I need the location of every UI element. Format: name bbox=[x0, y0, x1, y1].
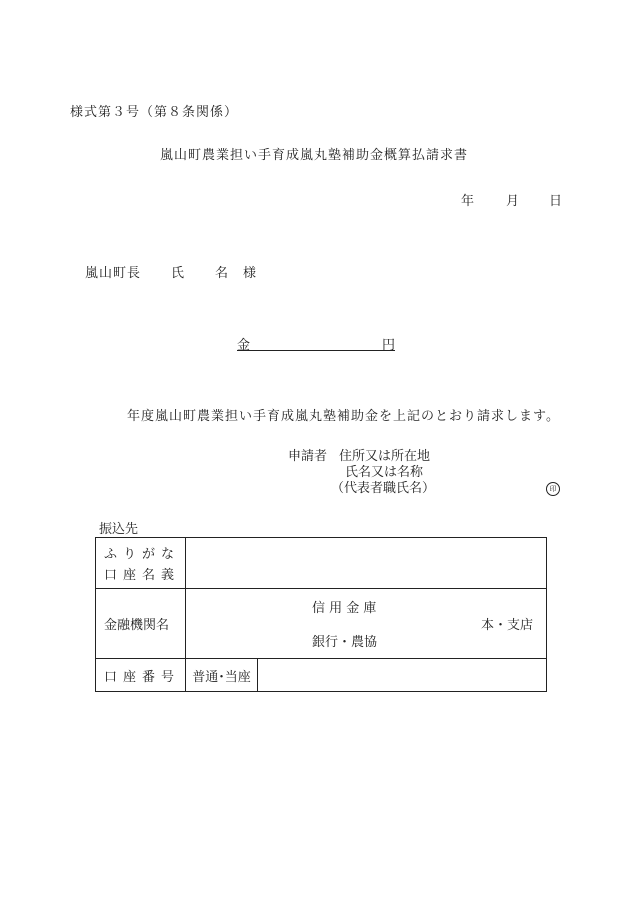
applicant-block bbox=[288, 449, 435, 497]
amount-suffix: 円 bbox=[381, 338, 395, 353]
bank-branch: 本・支店 bbox=[481, 618, 534, 633]
account-number-label: 口座番号 bbox=[96, 659, 186, 692]
seal-mark: 印 bbox=[546, 482, 560, 496]
bank-name-label: 金融機関名 bbox=[96, 589, 186, 659]
account-name-label: 口座名義 bbox=[104, 568, 181, 583]
bank-type-shinyo: 信 用 金 庫 bbox=[312, 601, 377, 616]
applicant-name: 氏名又は名称 bbox=[345, 465, 424, 480]
amount-prefix: 金 bbox=[237, 338, 251, 353]
document-title: 嵐山町農業担い手育成嵐丸塾補助金概算払請求書 bbox=[160, 148, 469, 163]
applicant-address: 住所又は所在地 bbox=[339, 449, 431, 464]
addressee-office: 嵐山町長 bbox=[85, 266, 142, 281]
bank-transfer-table bbox=[95, 537, 547, 692]
furigana-row bbox=[96, 538, 547, 589]
bank-type-ginko: 銀行・農協 bbox=[312, 635, 378, 650]
request-statement: 年度嵐山町農業担い手育成嵐丸塾補助金を上記のとおり請求します。 bbox=[127, 409, 560, 424]
addressee-name-1: 氏 bbox=[171, 266, 186, 281]
date-month: 月 bbox=[506, 194, 520, 209]
addressee-name-2: 名 bbox=[215, 266, 230, 281]
transfer-label: 振込先 bbox=[99, 522, 139, 537]
form-number: 様式第３号（第８条関係） bbox=[70, 105, 239, 120]
account-number-input[interactable] bbox=[258, 659, 547, 692]
date-year: 年 bbox=[461, 194, 475, 209]
bank-name-input[interactable] bbox=[186, 589, 547, 659]
account-holder-label bbox=[96, 538, 186, 589]
account-type-selector[interactable]: 普通･当座 bbox=[186, 659, 258, 692]
addressee bbox=[85, 262, 257, 281]
applicant-representative: （代表者職氏名） bbox=[331, 481, 436, 496]
amount-field[interactable] bbox=[237, 334, 395, 351]
account-holder-input[interactable] bbox=[186, 538, 547, 589]
applicant-label: 申請者 bbox=[288, 449, 328, 464]
addressee-honorific: 様 bbox=[243, 266, 258, 281]
account-number-row bbox=[96, 659, 547, 692]
date-day: 日 bbox=[549, 194, 563, 209]
furigana-label: ふりがな bbox=[104, 547, 181, 562]
bank-row bbox=[96, 589, 547, 659]
